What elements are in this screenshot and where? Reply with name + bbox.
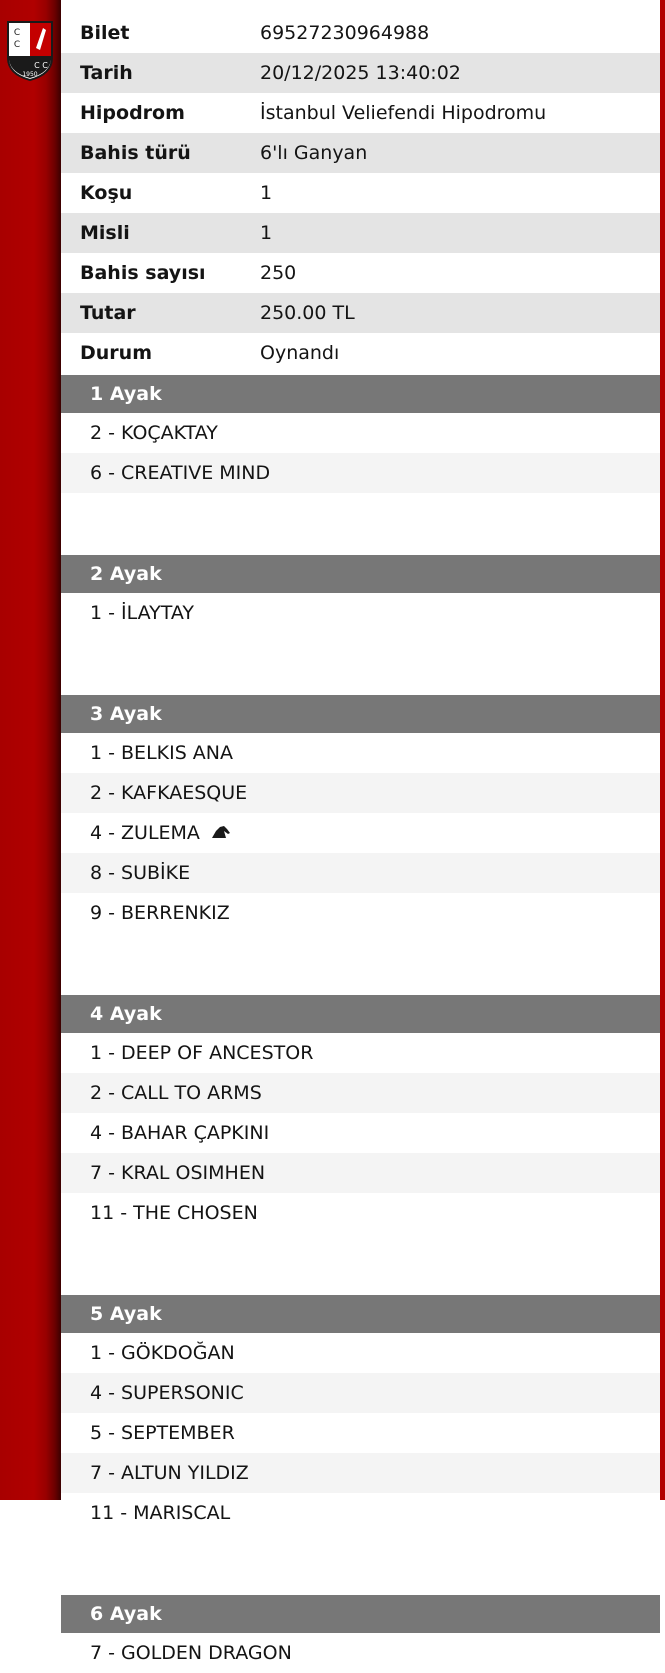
- horse-name: 7 - KRAL OSIMHEN: [90, 1162, 266, 1184]
- info-value: 1: [260, 222, 273, 244]
- info-row: [61, 93, 660, 133]
- leg-title: 3 Ayak: [90, 703, 162, 725]
- info-key: Tarih: [80, 62, 133, 84]
- info-key: Bahis türü: [80, 142, 191, 164]
- logo-year: 1950: [22, 71, 38, 78]
- horse-row: [61, 813, 660, 853]
- horse-row: [61, 413, 660, 453]
- horse-row: [61, 1113, 660, 1153]
- horse-row: [61, 1073, 660, 1113]
- leg-title: 1 Ayak: [90, 383, 162, 405]
- leg-header: [61, 375, 660, 413]
- info-key: Misli: [80, 222, 130, 244]
- leg-header: [61, 995, 660, 1033]
- horse-name: 1 - İLAYTAY: [90, 602, 195, 624]
- horse-row: [61, 1453, 660, 1493]
- info-value: 1: [260, 182, 273, 204]
- horse-name: 1 - GÖKDOĞAN: [90, 1342, 235, 1364]
- horse-name: 1 - DEEP OF ANCESTOR: [90, 1042, 314, 1064]
- horse-row: [61, 1633, 660, 1673]
- info-row: [61, 133, 660, 173]
- horse-row: [61, 1413, 660, 1453]
- horse-row: [61, 853, 660, 893]
- horse-name: 7 - GOLDEN DRAGON: [90, 1642, 292, 1664]
- info-value: Oynandı: [260, 342, 340, 364]
- horse-row: [61, 593, 660, 633]
- horse-name: 6 - CREATIVE MIND: [90, 462, 271, 484]
- horse-name: 4 - BAHAR ÇAPKINI: [90, 1122, 270, 1144]
- svg-text:C: C: [13, 28, 21, 38]
- horse-row: [61, 893, 660, 933]
- horse-row: [61, 1333, 660, 1373]
- info-row: [61, 293, 660, 333]
- horse-name: 1 - BELKIS ANA: [90, 742, 234, 764]
- horse-row: [61, 1193, 660, 1233]
- horse-name: 2 - CALL TO ARMS: [90, 1082, 262, 1104]
- horse-head-icon: [211, 825, 231, 839]
- horse-row: [61, 1373, 660, 1413]
- svg-text:C C: C C: [34, 61, 48, 70]
- info-row: [61, 213, 660, 253]
- info-key: Hipodrom: [80, 102, 185, 124]
- info-value: 6'lı Ganyan: [260, 142, 368, 164]
- club-crest-icon: [5, 20, 55, 82]
- right-border: [660, 0, 665, 1500]
- horse-name: 7 - ALTUN YILDIZ: [90, 1462, 249, 1484]
- leg-header: [61, 1595, 660, 1633]
- ticket-detail: [61, 0, 660, 1664]
- leg-header: [61, 555, 660, 593]
- leg-header: [61, 1295, 660, 1333]
- horse-name: 11 - MARISCAL: [90, 1502, 231, 1524]
- leg-title: 5 Ayak: [90, 1303, 162, 1325]
- info-key: Bilet: [80, 22, 130, 44]
- leg-header: [61, 695, 660, 733]
- left-rail: [0, 0, 61, 1500]
- horse-name: 11 - THE CHOSEN: [90, 1202, 258, 1224]
- horse-row: [61, 453, 660, 493]
- info-row: [61, 53, 660, 93]
- info-row: [61, 333, 660, 373]
- info-value: İstanbul Veliefendi Hipodromu: [260, 102, 547, 124]
- horse-row: [61, 1153, 660, 1193]
- info-row: [61, 253, 660, 293]
- info-key: Bahis sayısı: [80, 262, 206, 284]
- info-row: [61, 173, 660, 213]
- svg-text:C: C: [13, 40, 21, 50]
- horse-row: [61, 1493, 660, 1533]
- horse-row: [61, 733, 660, 773]
- info-row: [61, 13, 660, 53]
- info-value: 20/12/2025 13:40:02: [260, 62, 461, 84]
- info-key: Koşu: [80, 182, 133, 204]
- leg-title: 4 Ayak: [90, 1003, 162, 1025]
- horse-name: 5 - SEPTEMBER: [90, 1422, 235, 1444]
- info-value: 250.00 TL: [260, 302, 355, 324]
- leg-title: 2 Ayak: [90, 563, 162, 585]
- info-value: 250: [260, 262, 297, 284]
- leg-title: 6 Ayak: [90, 1603, 162, 1625]
- horse-name: 4 - ZULEMA: [90, 822, 200, 844]
- horse-name: 2 - KOÇAKTAY: [90, 422, 218, 444]
- horse-name: 8 - SUBİKE: [90, 862, 191, 884]
- info-key: Tutar: [80, 302, 136, 324]
- horse-name: 2 - KAFKAESQUE: [90, 782, 248, 804]
- info-value: 69527230964988: [260, 22, 430, 44]
- horse-row: [61, 773, 660, 813]
- horse-row: [61, 1033, 660, 1073]
- horse-name: 9 - BERRENKIZ: [90, 902, 230, 924]
- info-key: Durum: [80, 342, 152, 364]
- horse-name: 4 - SUPERSONIC: [90, 1382, 244, 1404]
